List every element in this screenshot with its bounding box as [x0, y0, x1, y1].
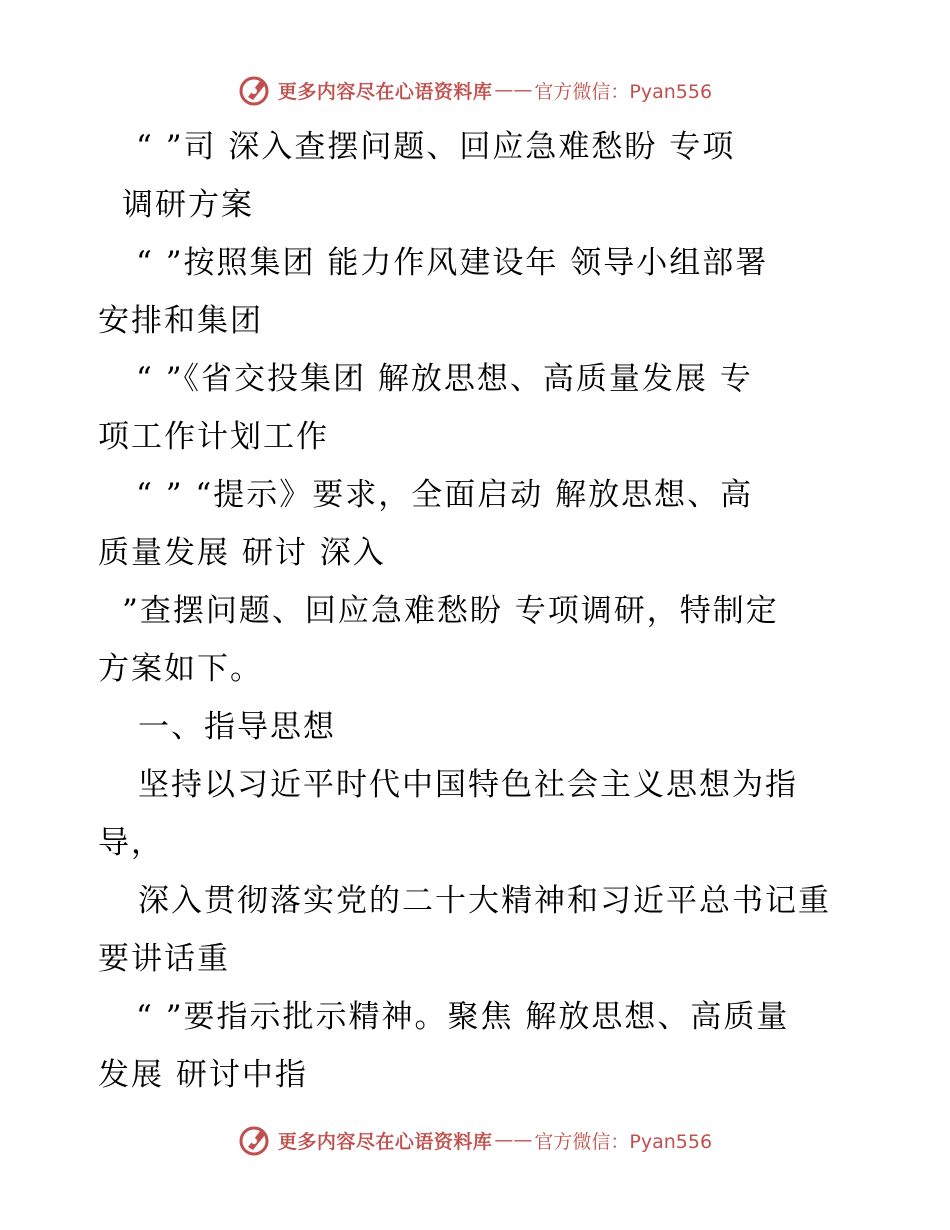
section-heading: 一、指导思想 — [138, 709, 336, 745]
text-line: “ ” “提示》要求，全面启动 解放思想、高 — [136, 477, 754, 513]
watermark-text: 更多内容尽在心语资料库 — [277, 1130, 493, 1153]
pen-nib-logo-icon — [238, 1123, 272, 1157]
watermark-official: 官方微信：Pyan556 — [534, 1130, 713, 1153]
text-line: 方案如下。 — [98, 651, 263, 687]
footer-watermark — [0, 1120, 950, 1160]
text-line: “ ”《省交投集团 解放思想、高质量发展 专 — [136, 361, 753, 397]
text-line: “ ”司 深入查摆问题、回应急难愁盼 专项 — [136, 129, 736, 165]
text-line: 坚持以习近平时代中国特色社会主义思想为指 — [138, 767, 798, 803]
text-line: 发展 研讨中指 — [98, 1057, 308, 1093]
text-line: 深入贯彻落实党的二十大精神和习近平总书记重 — [138, 883, 831, 919]
text-line: 质量发展 研讨 深入 — [98, 535, 386, 571]
watermark-dash: —— — [494, 79, 533, 101]
text-line: “ ”要指示批示精神。聚焦 解放思想、高质量 — [136, 999, 790, 1035]
watermark-dash: —— — [494, 1129, 533, 1151]
text-line: ”查摆问题、回应急难愁盼 专项调研，特制定 — [122, 593, 779, 629]
text-line: 调研方案 — [122, 187, 254, 223]
text-line: 导， — [98, 825, 164, 861]
text-line: 项工作计划工作 — [98, 419, 329, 455]
text-line: 安排和集团 — [98, 303, 263, 339]
pen-nib-logo-icon — [238, 73, 272, 107]
watermark-official: 官方微信：Pyan556 — [534, 80, 713, 103]
text-line: 要讲话重 — [98, 941, 230, 977]
text-line: “ ”按照集团 能力作风建设年 领导小组部署 — [136, 245, 769, 281]
document-body — [98, 118, 878, 1104]
watermark-text: 更多内容尽在心语资料库 — [277, 80, 493, 103]
header-watermark — [0, 70, 950, 110]
